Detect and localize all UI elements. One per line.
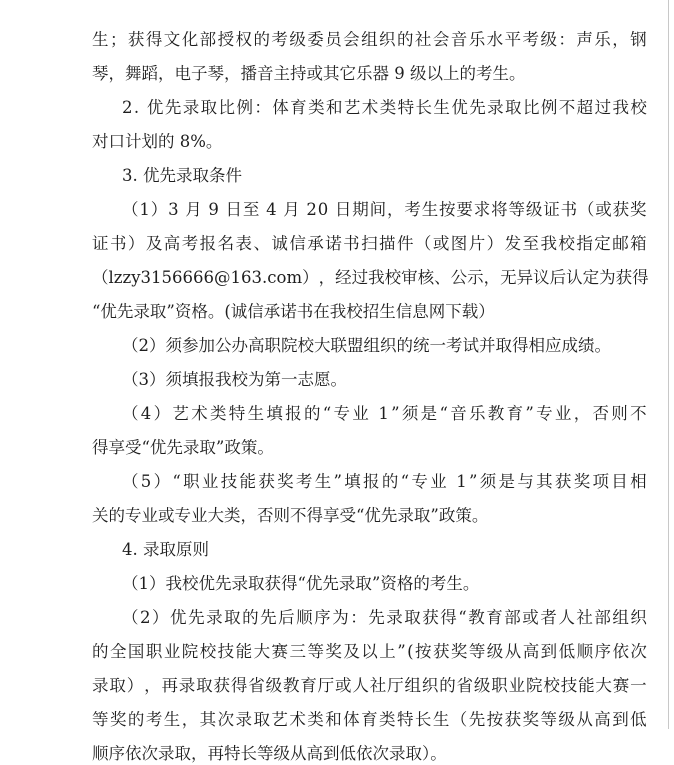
text-line-4: 对口计划的 8%。 bbox=[92, 132, 223, 151]
text-line-18: （ 2 ） 优 先 录 取 的 先 后 顺 序 为 ： 先 录 取 获 得 “ 教 育 部 或 者 人 社 部 组 织 bbox=[122, 608, 647, 627]
section-heading-4: 4. 录取原则 bbox=[122, 540, 209, 559]
text-line-11: （3）须填报我校为第一志愿。 bbox=[122, 370, 347, 389]
text-line-12: （ 4 ） 艺 术 类 特 生 填 报 的 “ 专 业 1 ” 须 是 “ 音 乐 教 育 ” 专 业 ， 否 则 不 bbox=[122, 404, 647, 423]
text-line-8: （ l z z y 3 1 5 6 6 6 6 @ 1 6 3 . c o m ） ， 经 过 我 校 审 核 、 公 示 ， 无 异 议 后 认 定 为 获 得 bbox=[92, 268, 649, 287]
text-line-9: “优先录取”资格。(诚信承诺书在我校招生信息网下载） bbox=[92, 302, 495, 321]
text-line-1: 生 ； 获 得 文 化 部 授 权 的 考 级 委 员 会 组 织 的 社 会 音 乐 水 平 考 级 ： 声 乐 ， 钢 bbox=[92, 30, 647, 49]
text-line-17: （1）我校优先录取获得“优先录取”资格的考生。 bbox=[122, 574, 480, 593]
text-line-7: 证 书 ） 及 高 考 报 名 表 、 诚 信 承 诺 书 扫 描 件 （ 或 图 片 ） 发 至 我 校 指 定 邮 箱 bbox=[92, 234, 647, 253]
section-heading-3: 3. 优先录取条件 bbox=[122, 166, 242, 185]
text-line-10: （2）须参加公办高职院校大联盟组织的统一考试并取得相应成绩。 bbox=[122, 336, 611, 355]
text-line-21: 等 奖 的 考 生 ， 其 次 录 取 艺 术 类 和 体 育 类 特 长 生 （ 先 按 获 奖 等 级 从 高 到 低 bbox=[92, 710, 647, 729]
text-line-14: （ 5 ） “ 职 业 技 能 获 奖 考 生 ” 填 报 的 “ 专 业 1 ” 须 是 与 其 获 奖 项 目 相 bbox=[122, 472, 647, 491]
page-edge-divider bbox=[668, 0, 669, 729]
text-line-20: 录 取 ） ， 再 录 取 获 得 省 级 教 育 厅 或 人 社 厅 组 织 的 省 级 职 业 院 校 技 能 大 赛 一 bbox=[92, 676, 647, 695]
text-line-13: 得享受“优先录取”政策。 bbox=[92, 438, 274, 457]
text-line-2: 琴，舞蹈，电子琴，播音主持或其它乐器 9 级以上的考生。 bbox=[92, 64, 526, 83]
text-line-3: 2 . 优 先 录 取 比 例 ： 体 育 类 和 艺 术 类 特 长 生 优 先 录 取 比 例 不 超 过 我 校 bbox=[122, 98, 647, 117]
text-line-15: 关的专业或专业大类，否则不得享受“优先录取”政策。 bbox=[92, 506, 489, 525]
text-line-19: 的 全 国 职 业 院 校 技 能 大 赛 三 等 奖 及 以 上 ” ( 按 获 奖 等 级 从 高 到 低 顺 序 依 次 bbox=[92, 642, 647, 661]
text-line-6: （ 1 ） 3 月 9 日 至 4 月 2 0 日 期 间 ， 考 生 按 要 求 将 等 级 证 书 （ 或 获 奖 bbox=[122, 200, 647, 219]
text-line-22: 顺序依次录取，再特长等级从高到低依次录取）。 bbox=[92, 744, 447, 763]
